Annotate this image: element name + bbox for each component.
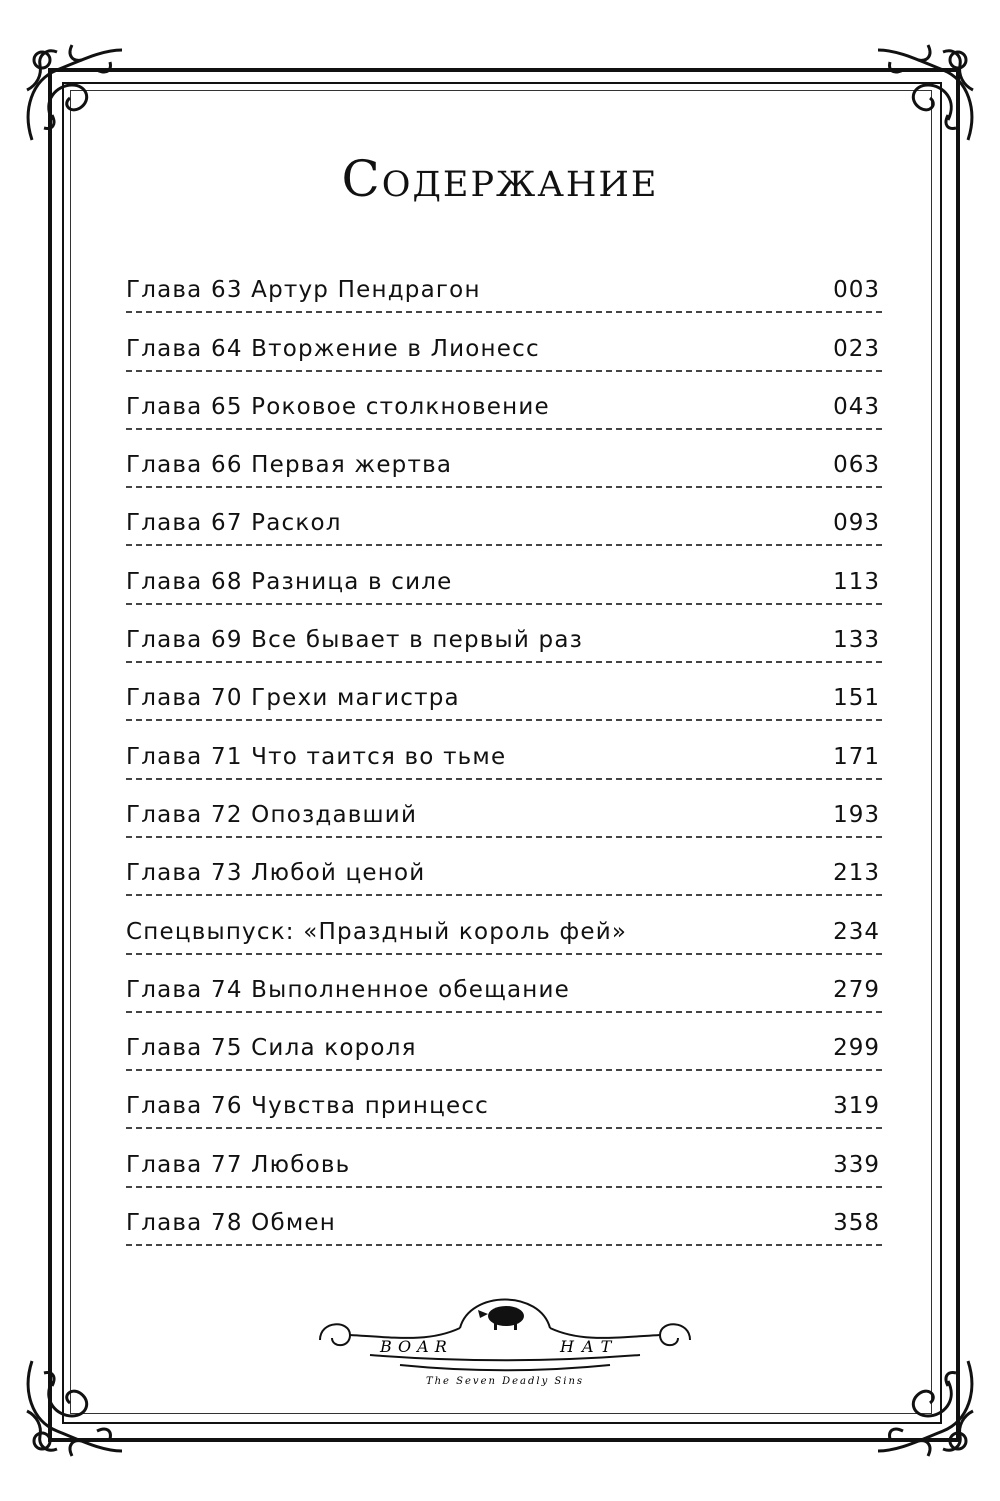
corner-ornament-icon <box>858 30 988 160</box>
toc-entry-label: Глава 72 Опоздавший <box>126 801 418 828</box>
toc-entry-label: Глава 75 Сила короля <box>126 1035 417 1062</box>
toc-entry-label: Глава 70 Грехи магистра <box>126 685 460 712</box>
toc-entry-label: Спецвыпуск: «Праздный король фей» <box>126 918 628 945</box>
toc-page-number: 023 <box>833 335 880 362</box>
toc-entry-label: Глава 71 Что таится во тьме <box>126 743 507 770</box>
toc-page-number: 193 <box>833 801 880 828</box>
toc-row <box>126 313 882 371</box>
toc-row <box>126 721 882 779</box>
toc-row <box>126 838 882 896</box>
toc-row <box>126 896 882 954</box>
toc-page-number: 213 <box>833 860 880 887</box>
toc-page-number: 093 <box>833 510 880 537</box>
toc-page-number: 358 <box>833 1210 880 1237</box>
toc-page-number: 043 <box>833 393 880 420</box>
toc-row <box>126 1071 882 1129</box>
toc-row <box>126 255 882 313</box>
toc-row <box>126 780 882 838</box>
toc-page-number: 151 <box>833 685 880 712</box>
boar-hat-logo <box>310 1280 700 1390</box>
page-title: Содержание <box>341 150 659 208</box>
toc-entry-label: Глава 78 Обмен <box>126 1210 336 1237</box>
logo-subtitle: The Seven Deadly Sins <box>425 1376 585 1387</box>
toc-entry-label: Глава 73 Любой ценой <box>126 860 426 887</box>
toc-row <box>126 663 882 721</box>
toc-row <box>126 955 882 1013</box>
toc-page-number: 234 <box>833 918 880 945</box>
toc-entry-label: Глава 74 Выполненное обещание <box>126 976 571 1003</box>
toc-row <box>126 1129 882 1187</box>
toc-row <box>126 430 882 488</box>
toc-row <box>126 1013 882 1071</box>
toc-page-number: 279 <box>833 976 880 1003</box>
toc-page-number: 319 <box>833 1093 880 1120</box>
toc-page-number: 003 <box>833 277 880 304</box>
toc-entry-label: Глава 65 Роковое столкновение <box>126 393 550 420</box>
toc-entry-label: Глава 77 Любовь <box>126 1151 351 1178</box>
toc-entry-label: Глава 76 Чувства принцесс <box>126 1093 490 1120</box>
toc-page-number: 063 <box>833 452 880 479</box>
toc-page-number: 133 <box>833 627 880 654</box>
toc-row <box>126 605 882 663</box>
toc-page-number: 171 <box>833 743 880 770</box>
toc-entry-label: Глава 64 Вторжение в Лионесс <box>126 335 540 362</box>
toc-row <box>126 372 882 430</box>
table-of-contents <box>126 255 882 1246</box>
corner-ornament-icon <box>12 1341 142 1471</box>
toc-entry-label: Глава 69 Все бывает в первый раз <box>126 627 584 654</box>
toc-page-number: 113 <box>833 568 880 595</box>
logo-right-text: HAT <box>560 1337 620 1356</box>
toc-page-number: 339 <box>833 1151 880 1178</box>
toc-entry-label: Глава 68 Разница в силе <box>126 568 453 595</box>
toc-page-number: 299 <box>833 1035 880 1062</box>
toc-row <box>126 488 882 546</box>
toc-entry-label: Глава 67 Раскол <box>126 510 342 537</box>
logo-left-text: BOAR <box>380 1337 453 1356</box>
toc-entry-label: Глава 66 Первая жертва <box>126 452 453 479</box>
toc-entry-label: Глава 63 Артур Пендрагон <box>126 277 481 304</box>
toc-row <box>126 546 882 604</box>
corner-ornament-icon <box>12 30 142 160</box>
corner-ornament-icon <box>858 1341 988 1471</box>
toc-row <box>126 1188 882 1246</box>
